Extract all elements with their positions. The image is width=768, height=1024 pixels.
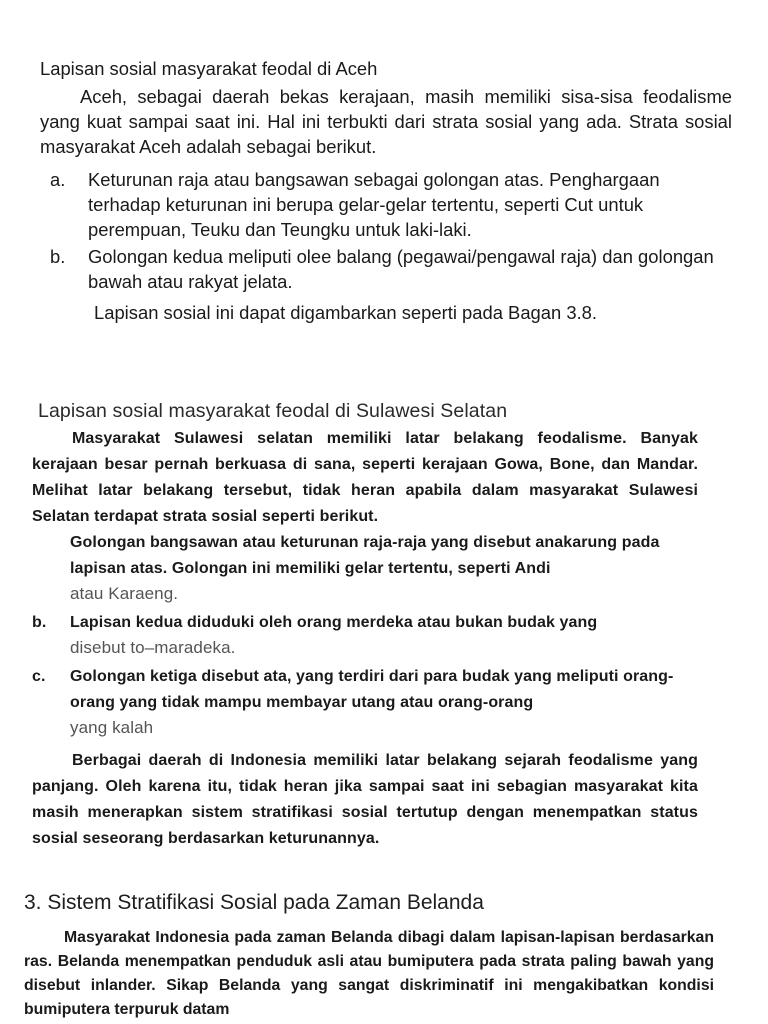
list-item-text: Golongan bangsawan atau keturunan raja-raja yang disebut anakarung pada lapisan atas. Golongan ini memiliki gelar tertentu, seperti Andi bbox=[70, 534, 660, 577]
section-sulawesi bbox=[32, 398, 698, 852]
paragraph: Aceh, sebagai daerah bekas kerajaan, masih memiliki sisa-sisa feodalisme yang kuat sampai saat ini. Hal ini terbukti dari strata sosial yang ada. Strata sosial masyarakat Aceh adalah sebagai berikut. bbox=[40, 86, 732, 157]
list-item-text: Keturunan raja atau bangsawan sebagai golongan atas. Penghargaan terhadap keturunan ini berupa gelar-gelar tertentu, seperti Cut untuk perempuan, Teuku dan Teungku untuk laki-laki. bbox=[88, 169, 660, 240]
section-belanda bbox=[24, 888, 714, 1022]
paragraph: Masyarakat Indonesia pada zaman Belanda dibagi dalam lapisan-lapisan berdasarkan ras. Belanda menempatkan penduduk asli atau bumiputera pada strata paling bawah yang disebut inlander. Sikap Belanda yang sangat diskriminatif ini mengakibatkan kondisi bumiputera terpuruk datam bbox=[24, 929, 714, 1018]
list-item-trail: disebut to–maradeka. bbox=[70, 638, 236, 657]
list-item bbox=[40, 244, 732, 294]
list-item-body bbox=[70, 610, 698, 660]
list-marker: a. bbox=[50, 169, 66, 190]
list-item bbox=[32, 610, 698, 660]
list-item-body bbox=[70, 664, 698, 740]
list-item bbox=[32, 530, 698, 606]
list-item-trail: yang kalah bbox=[70, 718, 154, 737]
list-item-text: Golongan ketiga disebut ata, yang terdiri dari para budak yang meliputi orang-orang yang tidak mampu membayar utang atau orang-orang bbox=[70, 668, 674, 711]
paragraph: Berbagai daerah di Indonesia memiliki latar belakang sejarah feodalisme yang panjang. Oleh karena itu, tidak heran jika sampai saat ini sebagian masyarakat kita masih menerapkan sistem stratifikasi sosial tertutup dengan menempatkan status sosial seseorang berdasarkan keturunannya. bbox=[32, 752, 698, 847]
list-item-text: Golongan kedua meliputi olee balang (pegawai/pengawal raja) dan golongan bawah atau rakyat jelata. bbox=[88, 246, 714, 292]
section-title: Lapisan sosial masyarakat feodal di Aceh bbox=[40, 58, 378, 79]
list-marker: b. bbox=[32, 614, 47, 631]
list-marker: c. bbox=[32, 668, 46, 685]
list-item bbox=[32, 664, 698, 740]
list-item-text: Lapisan kedua diduduki oleh orang merdeka atau bukan budak yang bbox=[70, 614, 598, 631]
paragraph: Masyarakat Sulawesi selatan memiliki latar belakang feodalisme. Banyak kerajaan besar pernah berkuasa di sana, seperti kerajaan Gowa, Bone, dan Mandar. Melihat latar belakang tersebut, tidak heran apabila dalam masyarakat Sulawesi Selatan terdapat strata sosial seperti berikut. bbox=[32, 430, 698, 525]
list-item bbox=[40, 167, 732, 242]
list-marker: b. bbox=[50, 246, 66, 267]
section-heading: 3. Sistem Stratifikasi Sosial pada Zaman Belanda bbox=[24, 891, 484, 914]
list-item-trail: atau Karaeng. bbox=[70, 584, 179, 603]
strata-list bbox=[40, 167, 732, 294]
paragraph: Lapisan sosial ini dapat digambarkan seperti pada Bagan 3.8. bbox=[94, 302, 598, 323]
section-aceh bbox=[40, 56, 732, 325]
section-title: Lapisan sosial masyarakat feodal di Sulawesi Selatan bbox=[38, 400, 508, 422]
